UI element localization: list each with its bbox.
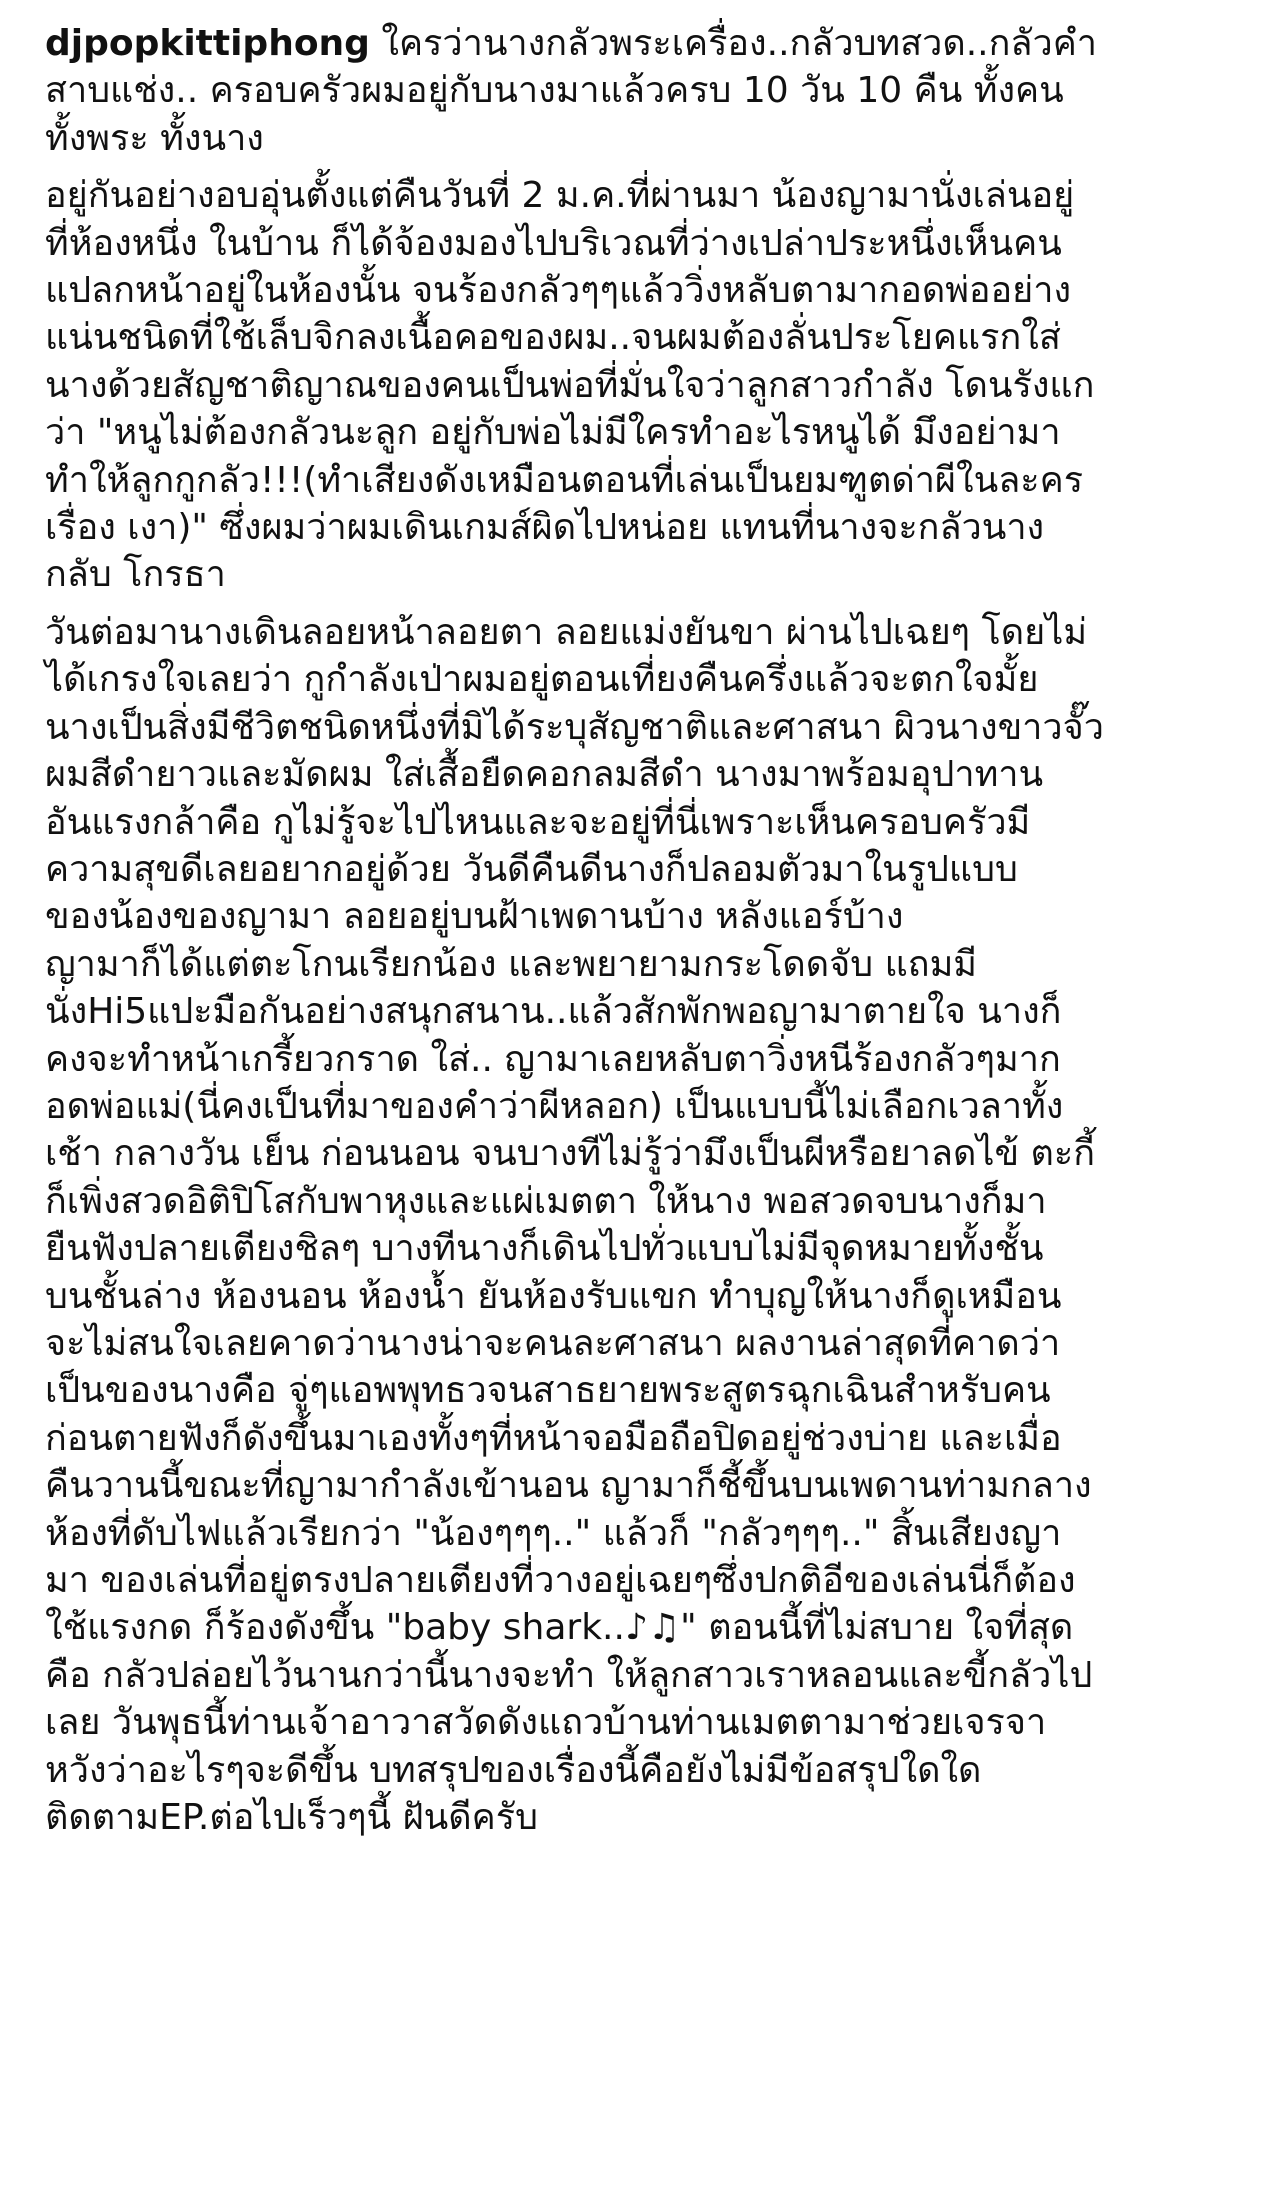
caption-line: คือ กลัวปล่อยไว้นานกว่านี้นางจะทำ ให้ลูกสาวเราหลอนและขี้กลัวไป xyxy=(45,1654,1093,1696)
caption-line: ความสุขดีเลยอยากอยู่ด้วย วันดีคืนดีนางก็ปลอมตัวมาในรูปแบบ xyxy=(45,848,1018,890)
caption-line: ใช้แรงกด ก็ร้องดังขึ้น "baby shark..♪♫" ตอนนี้ที่ไม่สบาย ใจที่สุด xyxy=(45,1607,1074,1649)
caption-line: นางเป็นสิ่งมีชีวิตชนิดหนึ่งที่มิได้ระบุสัญชาติและศาสนา ผิวนางขาวจั๊ว xyxy=(45,706,1104,748)
caption-line: วันต่อมานางเดินลอยหน้าลอยตา ลอยแม่งยันขา ผ่านไปเฉยๆ โดยไม่ xyxy=(45,611,1088,653)
caption-line: กลับ โกรธา xyxy=(45,554,226,596)
caption-line: คงจะทำหน้าเกรี้ยวกราด ใส่.. ญามาเลยหลับตาวิ่งหนีร้องกลัวๆมาก xyxy=(45,1038,1061,1080)
caption-text: ใครว่านางกลัวพระเครื่อง..กลัวบทสวด..กลัวคำ xyxy=(369,23,1097,64)
caption-line: คืนวานนี้ขณะที่ญามากำลังเข้านอน ญามาก็ชี้ขึ้นบนเพดานท่ามกลาง xyxy=(45,1465,1092,1507)
caption-line: เช้า กลางวัน เย็น ก่อนนอน จนบางทีไม่รู้ว่ามึงเป็นผีหรือยาลดไข้ ตะกี้ xyxy=(45,1133,1096,1175)
paragraph-gap xyxy=(45,599,1245,609)
post-caption xyxy=(45,20,1245,1841)
caption-line: ได้เกรงใจเลยว่า กูกำลังเป่าผมอยู่ตอนเที่ยงคืนครึ่งแล้วจะตกใจมั้ย xyxy=(45,659,1039,701)
paragraph-gap xyxy=(45,162,1245,172)
caption-line: เลย วันพุธนี้ท่านเจ้าอาวาสวัดดังแถวบ้านท่านเมตตามาช่วยเจรจา xyxy=(45,1702,1047,1744)
caption-line: อยู่กันอย่างอบอุ่นตั้งแต่คืนวันที่ 2 ม.ค.ที่ผ่านมา น้องญามานั่งเล่นอยู่ xyxy=(45,175,1075,217)
caption-line: ญามาก็ได้แต่ตะโกนเรียกน้อง และพยายามกระโดดจับ แถมมี xyxy=(45,943,978,985)
caption-line: เป็นของนางคือ จู่ๆแอพพุทธวจนสาธยายพระสูตรฉุกเฉินสำหรับคน xyxy=(45,1370,1051,1412)
caption-line: ห้องที่ดับไฟแล้วเรียกว่า "น้องๆๆๆ.." แล้วก็ "กลัวๆๆๆ.." สิ้นเสียงญา xyxy=(45,1512,1062,1554)
caption-line: แน่นชนิดที่ใช้เล็บจิกลงเนื้อคอของผม..จนผมต้องลั่นประโยคแรกใส่ xyxy=(45,317,1061,359)
caption-line: นั่งHi5แปะมือกันอย่างสนุกสนาน..แล้วสักพักพอญามาตายใจ นางก็ xyxy=(45,991,1062,1033)
caption-line: ทำให้ลูกกูกลัว!!!(ทำเสียงดังเหมือนตอนที่เล่นเป็นยมฑูตด่าผีในละคร xyxy=(45,459,1084,501)
caption-line: ที่ห้องหนึ่ง ในบ้าน ก็ได้จ้องมองไปบริเวณที่ว่างเปล่าประหนึ่งเห็นคน xyxy=(45,222,1062,264)
caption-line: เรื่อง เงา)" ซึ่งผมว่าผมเดินเกมส์ผิดไปหน่อย แทนที่นางจะกลัวนาง xyxy=(45,507,1045,549)
username-link[interactable]: djpopkittiphong xyxy=(45,23,370,64)
caption-line: ของน้องของญามา ลอยอยู่บนฝ้าเพดานบ้าง หลังแอร์บ้าง xyxy=(45,896,904,938)
caption-line: หวังว่าอะไรๆจะดีขึ้น บทสรุปของเรื่องนี้คือยังไม่มีข้อสรุปใดใด xyxy=(45,1749,982,1791)
caption-line: ทั้งพระ ทั้งนาง xyxy=(45,117,264,159)
caption-line: สาบแช่ง.. ครอบครัวผมอยู่กับนางมาแล้วครบ 10 วัน 10 คืน ทั้งคน xyxy=(45,70,1064,112)
caption-first-line xyxy=(45,20,1245,67)
caption-line: นางด้วยสัญชาติญาณของคนเป็นพ่อที่มั่นใจว่าลูกสาวกำลัง โดนรังแก xyxy=(45,364,1095,406)
caption-line: ว่า "หนูไม่ต้องกลัวนะลูก อยู่กับพ่อไม่มีใครทำอะไรหนูได้ มึงอย่ามา xyxy=(45,412,1061,454)
caption-line: จะไม่สนใจเลยคาดว่านางน่าจะคนละศาสนา ผลงานล่าสุดที่คาดว่า xyxy=(45,1322,1061,1364)
caption-line: ยืนฟังปลายเตียงชิลๆ บางทีนางก็เดินไปทั่วแบบไม่มีจุดหมายทั้งชั้น xyxy=(45,1228,1044,1270)
caption-line: แปลกหน้าอยู่ในห้องนั้น จนร้องกลัวๆๆแล้ววิ่งหลับตามากอดพ่ออย่าง xyxy=(45,270,1072,312)
caption-line: อดพ่อแม่(นี่คงเป็นที่มาของคำว่าผีหลอก) เป็นแบบนี้ไม่เลือกเวลาทั้ง xyxy=(45,1085,1064,1127)
caption-line: ผมสีดำยาวและมัดผม ใส่เสื้อยืดคอกลมสีดำ นางมาพร้อมอุปาทาน xyxy=(45,754,1044,796)
caption-line: บนชั้นล่าง ห้องนอน ห้องน้ำ ยันห้องรับแขก ทำบุญให้นางก็ดูเหมือน xyxy=(45,1275,1062,1317)
caption-paragraph-1 xyxy=(45,172,1245,599)
caption-paragraph-2 xyxy=(45,609,1245,1842)
caption-line: ติดตามEP.ต่อไปเร็วๆนี้ ฝันดีครับ xyxy=(45,1797,538,1839)
caption-line: มา ของเล่นที่อยู่ตรงปลายเตียงที่วางอยู่เฉยๆซึ่งปกติอีของเล่นนี่ก็ต้อง xyxy=(45,1560,1076,1601)
caption-line: อันแรงกล้าคือ กูไม่รู้จะไปไหนและจะอยู่ที่นี่เพราะเห็นครอบครัวมี xyxy=(45,801,1031,843)
caption-line: ก่อนตายฟังก็ดังขึ้นมาเองทั้งๆที่หน้าจอมือถือปิดอยู่ช่วงบ่าย และเมื่อ xyxy=(45,1417,1062,1459)
caption-line: ก็เพิ่งสวดอิติปิโสกับพาหุงและแผ่เมตตา ให้นาง พอสวดจบนางก็มา xyxy=(45,1180,1047,1222)
